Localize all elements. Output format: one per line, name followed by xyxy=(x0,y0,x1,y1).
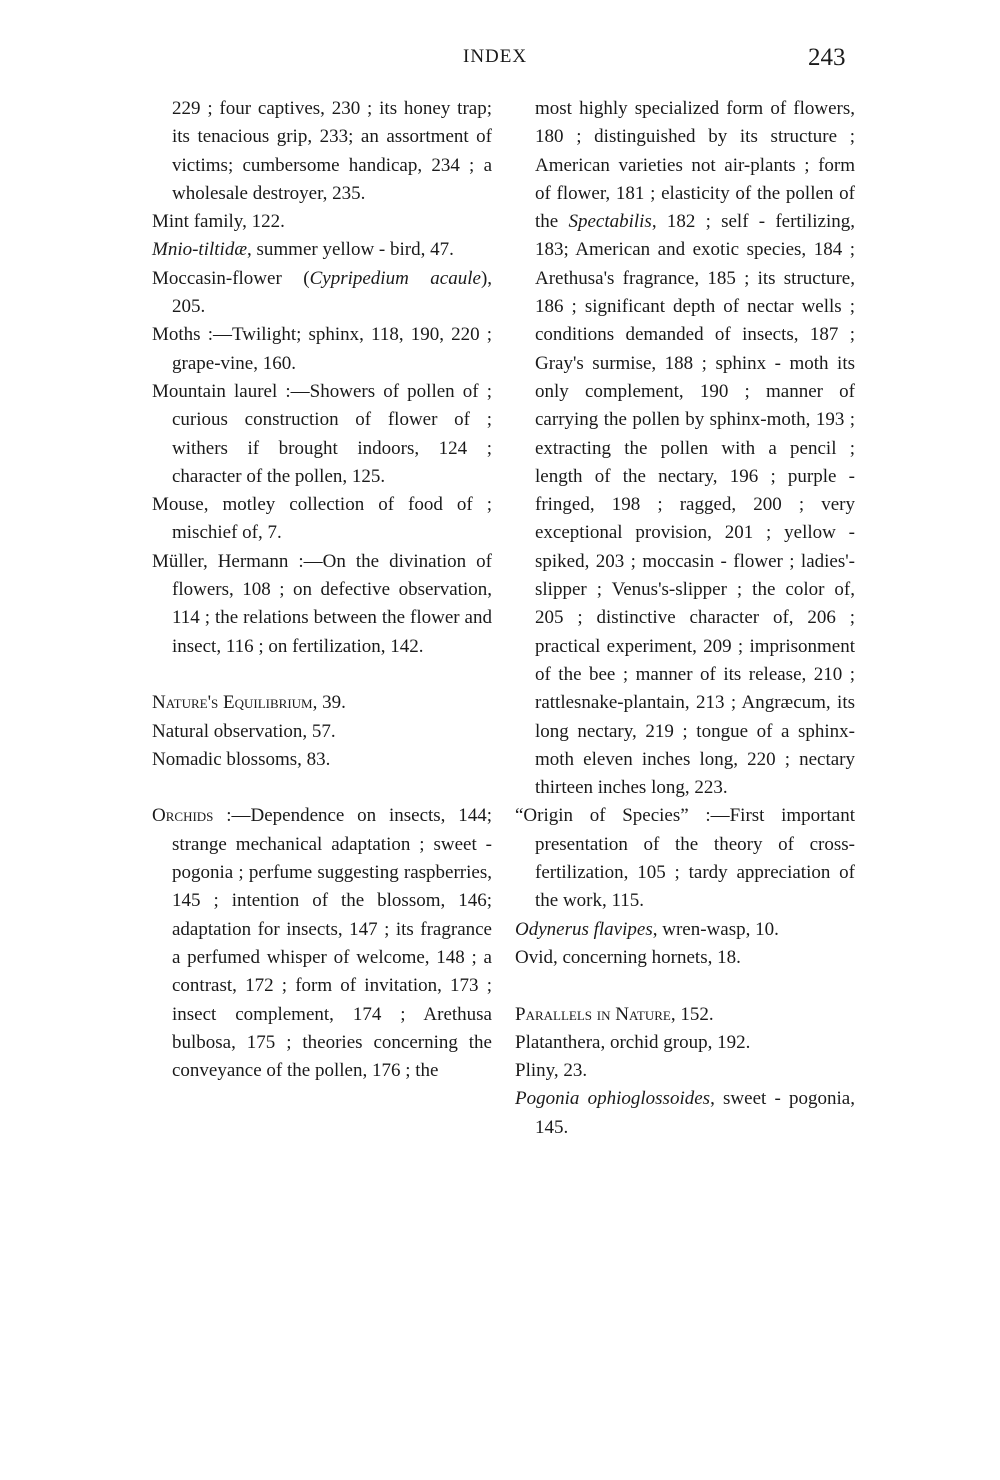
index-entry-mint xyxy=(152,208,492,236)
section-gap xyxy=(152,661,492,689)
entry-head: Mint family xyxy=(152,211,243,233)
section-gap xyxy=(515,972,855,1000)
entry-text: ), 205. xyxy=(172,267,493,318)
continued-entry xyxy=(515,95,855,802)
entry-text: , 57. xyxy=(302,720,336,742)
entry-head: Parallels in Nature xyxy=(515,1003,671,1025)
index-entry-pliny xyxy=(515,1057,855,1085)
entry-head: Moccasin-flower ( xyxy=(152,267,310,289)
index-entry-natural-observation xyxy=(152,718,492,746)
index-entry-parallels-in-nature xyxy=(515,1001,855,1029)
index-entry-pogonia xyxy=(515,1085,855,1142)
entry-head: Mountain laurel xyxy=(152,380,278,402)
entry-text: , 23. xyxy=(553,1060,588,1082)
entry-head: Mnio-tiltidæ xyxy=(152,239,247,261)
entry-text: , 39. xyxy=(312,692,346,714)
index-entry-ovid xyxy=(515,944,855,972)
entry-text: :—First important presentation of the theory of cross-fertilization, 105 ; tardy appreciation of the work, 115. xyxy=(535,805,855,912)
entry-text: , wren-wasp, 10. xyxy=(652,918,779,940)
entry-head: Pliny xyxy=(515,1060,554,1082)
entry-text: , 122. xyxy=(242,211,285,233)
index-entry-origin-of-species xyxy=(515,802,855,915)
entry-text: , orchid group, 192. xyxy=(600,1031,751,1053)
index-entry-muller xyxy=(152,548,492,661)
entry-text: :—Showers of pollen of ; curious construction of flower of ; withers if brought indoors, 124 ; character of the pollen, 125. xyxy=(172,380,492,487)
running-title: INDEX xyxy=(463,46,528,67)
entry-text: , 152. xyxy=(670,1003,714,1025)
page-number: 243 xyxy=(808,44,846,71)
entry-head: “Origin of Species” xyxy=(515,805,689,827)
entry-text: 229 ; four captives, 230 ; its honey trap; its tenacious grip, 233; an assortment of victims; cumbersome handicap, 234 ; a wholesale destroyer, 235. xyxy=(172,98,492,204)
entry-head: Mouse xyxy=(152,494,204,516)
entry-head: Odynerus flavipes xyxy=(515,918,653,940)
index-entry-mouse xyxy=(152,491,492,548)
entry-text: , sweet - pogonia, 145. xyxy=(535,1088,855,1138)
entry-head: Orchids xyxy=(152,805,214,827)
entry-text: , 182 ; self - fertilizing, 183; American and exotic species, 184 ; Arethusa's fragrance, 185 ; its structure, 186 ; significant depth of nectar wells ; conditions demanded of insects, 187 ; Gray's surmise, 188 ; sphinx - moth its only complement, 190 ; manner of carrying the pollen by sphinx-moth, 193 ; extracting the pollen with a pencil ; length of the nectary, 196 ; purple - fringed, 198 ; ragged, 200 ; very exceptional provision, 201 ; yellow - spiked, 203 ; moccasin - flower ; ladies'-slipper ; Venus's-slipper ; the color of, 205 ; distinctive character of, 206 ; practical experiment, 209 ; imprisonment of the bee ; manner of its release, 210 ; rattlesnake-plantain, 213 ; Angræcum, its long nectary, 219 ; tongue of a sphinx-moth eleven inches long, 220 ; nectary thirteen inches long, 223. xyxy=(535,211,855,799)
entry-head: Moths xyxy=(152,324,201,346)
entry-text: :—Dependence on insects, 144; strange mechanical adaptation ; sweet - pogonia ; perfume suggesting raspberries, 145 ; intention of the blossom, 146; adaptation for insects, 147 ; its fragrance a perfumed whisper of welcome, 148 ; a contrast, 172 ; form of invitation, 173 ; insect complement, 174 ; Arethusa bulbosa, 175 ; theories concerning the conveyance of the pollen, 176 ; the xyxy=(172,805,492,1082)
index-entry-moths xyxy=(152,321,492,378)
entry-text: , concerning hornets, 18. xyxy=(553,946,741,968)
entry-text: :—On the divination of flowers, 108 ; on defective observation, 114 ; the relations between the flower and insect, 116 ; on fertilization, 142. xyxy=(172,550,492,657)
entry-head: Natural observation xyxy=(152,720,303,742)
entry-text-italic: Spectabilis xyxy=(568,211,652,233)
entry-text: most highly specialized form of flowers, 180 ; distinguished by its structure ; American varieties not air-plants ; form of flower, 181 ; elasticity of the pollen of the xyxy=(535,98,855,233)
entry-head: Nomadic blossoms xyxy=(152,748,298,770)
running-head xyxy=(0,44,1000,74)
entry-head-italic: Cypripedium acaule xyxy=(309,267,481,289)
entry-text: , summer yellow - bird, 47. xyxy=(247,239,454,261)
index-entry-orchids xyxy=(152,802,492,1085)
index-column-left xyxy=(152,95,492,1085)
entry-text: , 83. xyxy=(297,748,331,770)
index-entry-mnio xyxy=(152,236,492,264)
entry-text: :—Twilight; sphinx, 118, 190, 220 ; grape-vine, 160. xyxy=(172,324,492,374)
index-entry-natures-equilibrium xyxy=(152,689,492,717)
index-column-right xyxy=(515,95,855,1142)
index-entry-odynerus xyxy=(515,916,855,944)
entry-head: Ovid xyxy=(515,946,553,968)
index-entry-platanthera xyxy=(515,1029,855,1057)
continued-entry xyxy=(152,95,492,208)
entry-head: Nature's Equilibrium xyxy=(152,692,313,714)
index-entry-moccasin xyxy=(152,265,492,322)
entry-head: Müller, Hermann xyxy=(152,550,289,572)
entry-head: Platanthera xyxy=(515,1031,601,1053)
index-entry-mountain-laurel xyxy=(152,378,492,491)
index-entry-nomadic-blossoms xyxy=(152,746,492,774)
entry-text: , motley collection of food of ; mischief of, 7. xyxy=(172,494,492,544)
entry-head: Pogonia ophioglossoides xyxy=(515,1088,711,1110)
section-gap xyxy=(152,774,492,802)
